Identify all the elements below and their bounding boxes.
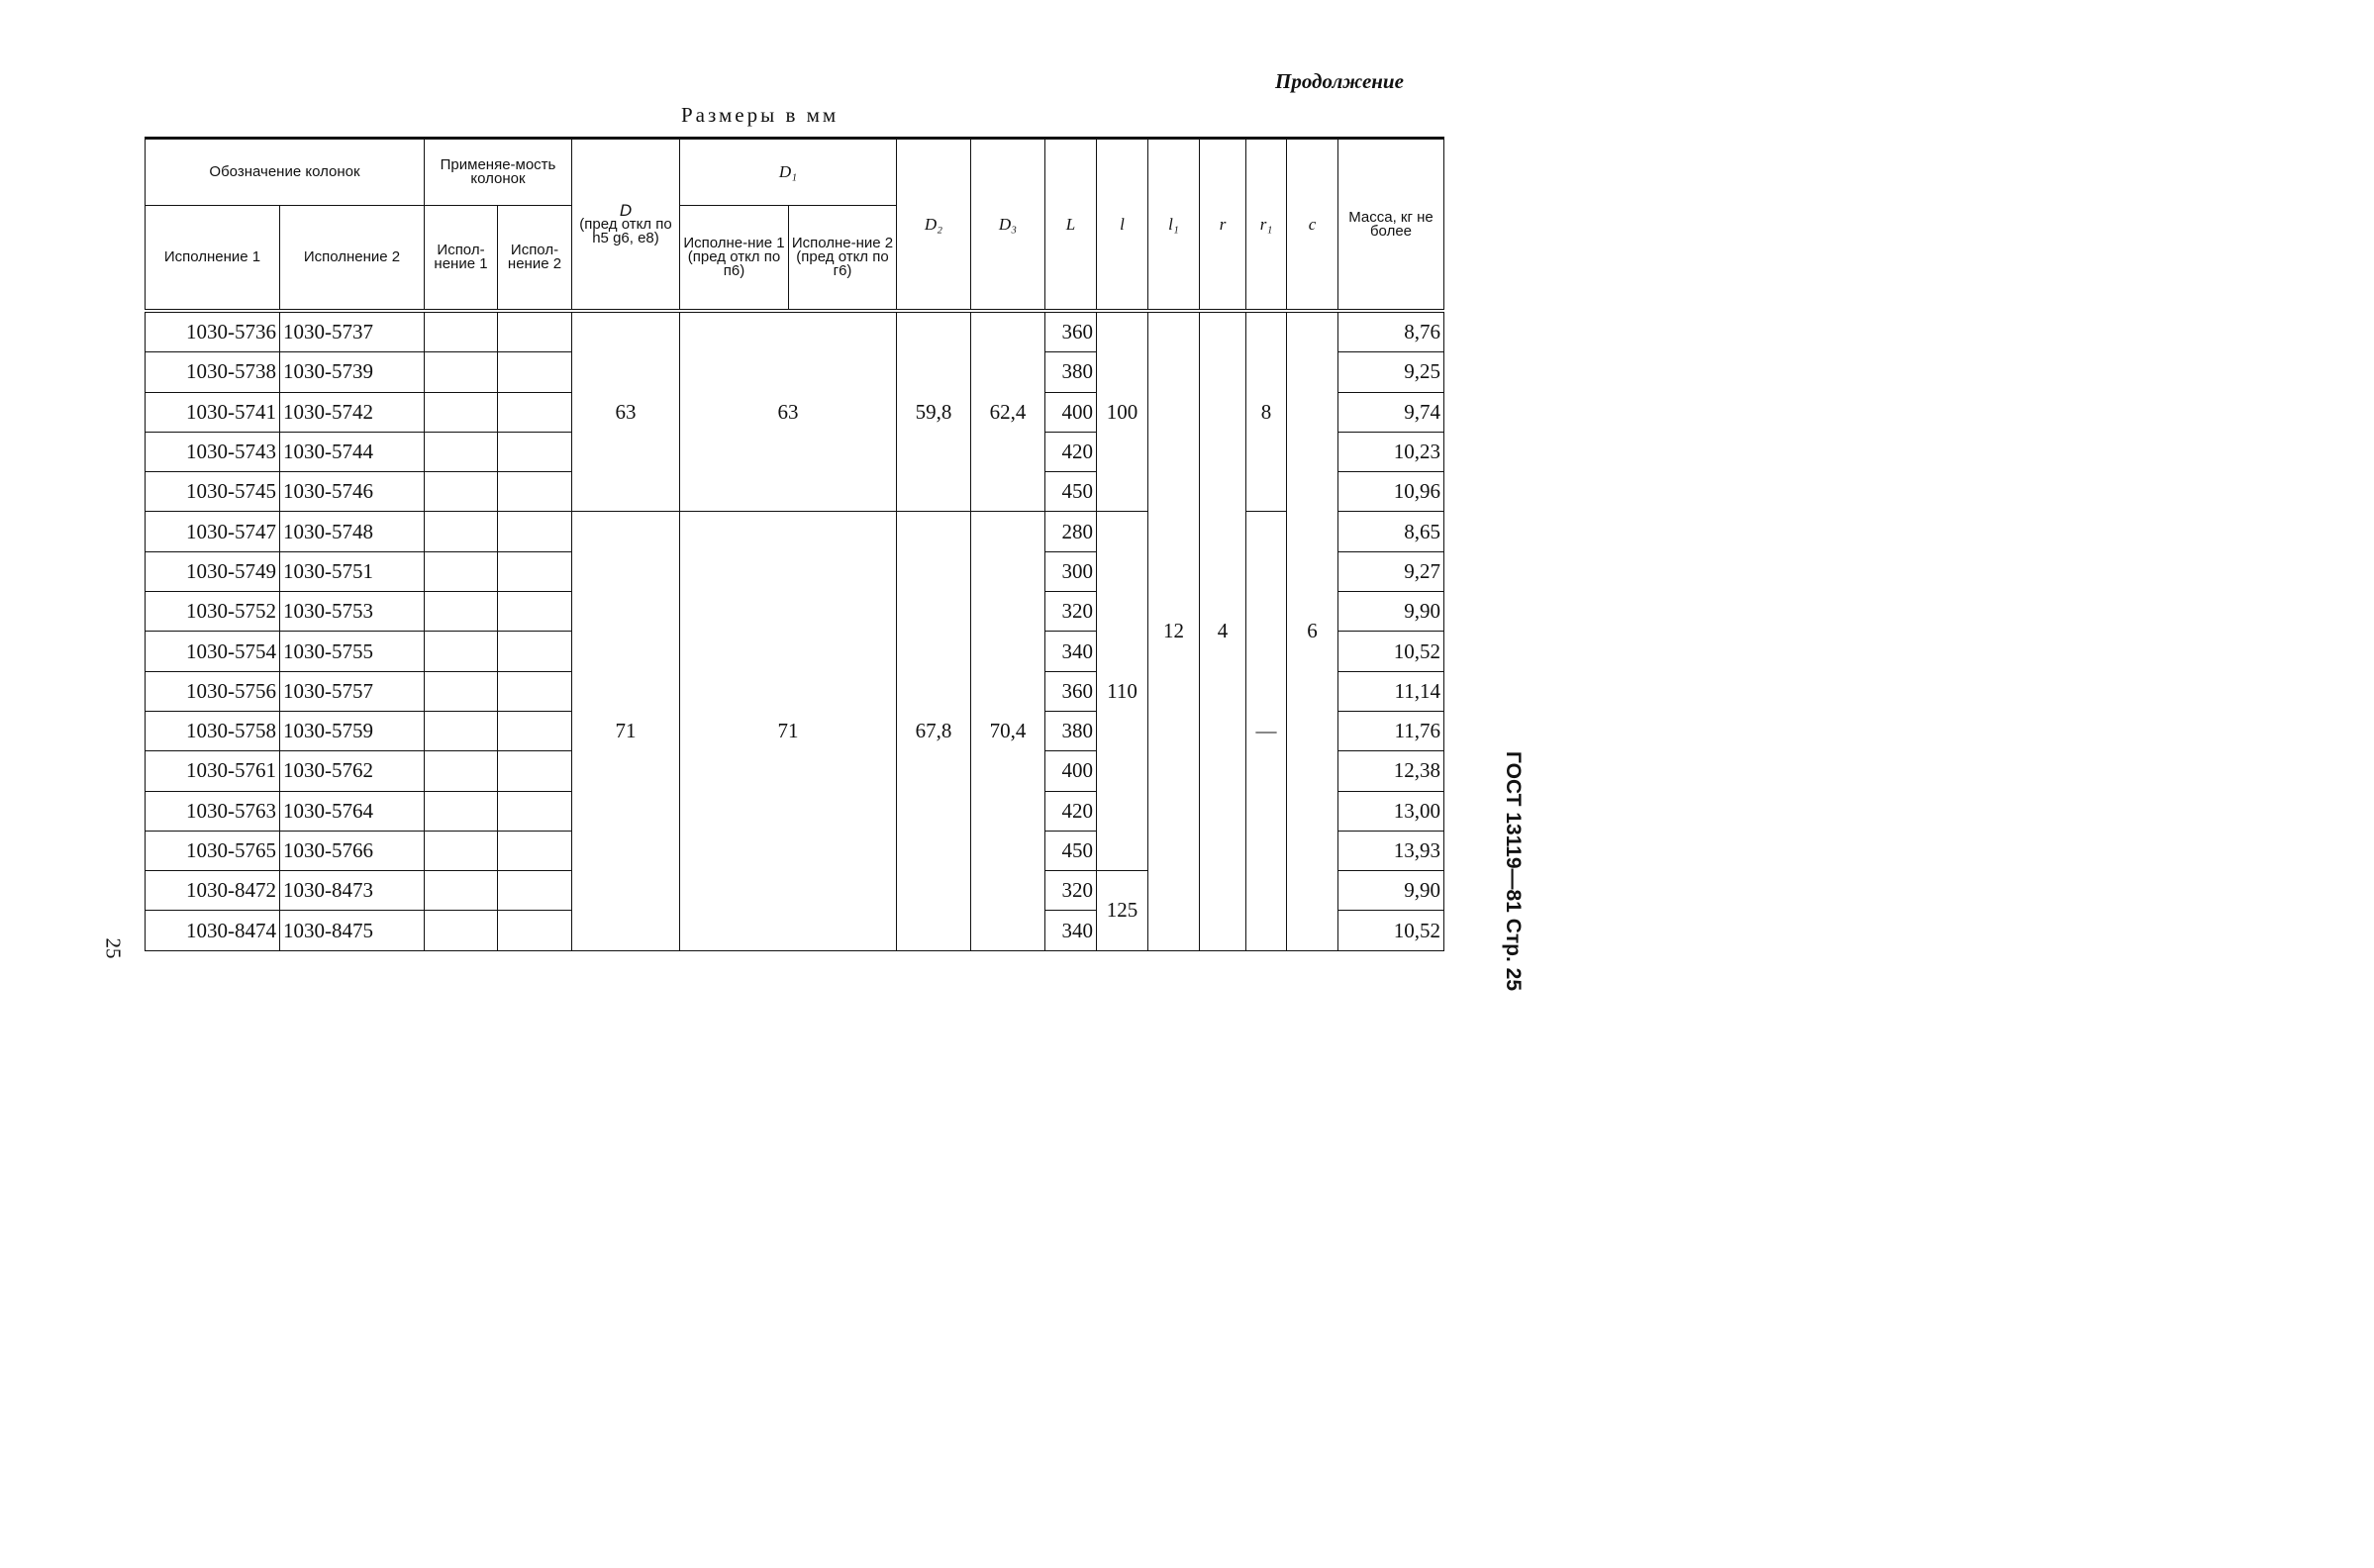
header-L: L	[1045, 139, 1097, 312]
applicability-2-cell	[498, 831, 572, 870]
header-l: l	[1097, 139, 1148, 312]
header-D1: D₁	[680, 139, 897, 206]
applicability-2-cell	[498, 871, 572, 911]
header-designation: Обозначение колонок	[146, 139, 425, 206]
designation-variant-1: 1030-5749	[146, 551, 280, 591]
L-value: 320	[1045, 592, 1097, 632]
D-value: 63	[572, 311, 680, 512]
applicability-2-cell	[498, 911, 572, 950]
designation-variant-1: 1030-5752	[146, 592, 280, 632]
L-value: 320	[1045, 871, 1097, 911]
L-value: 450	[1045, 472, 1097, 512]
applicability-1-cell	[425, 432, 498, 471]
L-value: 300	[1045, 551, 1097, 591]
designation-variant-1: 1030-5761	[146, 751, 280, 791]
applicability-1-cell	[425, 551, 498, 591]
L-value: 280	[1045, 512, 1097, 551]
header-D	[572, 139, 680, 312]
applicability-1-cell	[425, 592, 498, 632]
gost-standard-label: ГОСТ 13119—81 Стр. 25	[1502, 750, 1525, 992]
designation-variant-2: 1030-5748	[280, 512, 425, 551]
applicability-1-cell	[425, 512, 498, 551]
designation-variant-1: 1030-5745	[146, 472, 280, 512]
mass-value: 9,90	[1338, 592, 1444, 632]
header-applicability-1: Испол-нение 1	[425, 206, 498, 312]
applicability-1-cell	[425, 472, 498, 512]
header-D1-variant-2: Исполне-ние 2 (пред откл по г6)	[789, 206, 897, 312]
D2-value: 59,8	[897, 311, 971, 512]
designation-variant-1: 1030-5741	[146, 392, 280, 432]
designation-variant-1: 1030-8474	[146, 911, 280, 950]
designation-variant-2: 1030-5764	[280, 791, 425, 831]
applicability-1-cell	[425, 831, 498, 870]
designation-variant-1: 1030-8472	[146, 871, 280, 911]
L-value: 360	[1045, 671, 1097, 711]
applicability-2-cell	[498, 551, 572, 591]
designation-variant-2: 1030-5759	[280, 711, 425, 750]
applicability-1-cell	[425, 671, 498, 711]
D3-value: 62,4	[971, 311, 1045, 512]
applicability-2-cell	[498, 791, 572, 831]
designation-variant-1: 1030-5747	[146, 512, 280, 551]
applicability-2-cell	[498, 311, 572, 352]
applicability-2-cell	[498, 671, 572, 711]
mass-value: 11,76	[1338, 711, 1444, 750]
applicability-2-cell	[498, 592, 572, 632]
mass-value: 9,90	[1338, 871, 1444, 911]
l-value: 100	[1097, 311, 1148, 512]
r1-value: —	[1246, 512, 1287, 950]
designation-variant-2: 1030-5766	[280, 831, 425, 870]
r-value: 4	[1200, 311, 1246, 950]
designation-variant-1: 1030-5756	[146, 671, 280, 711]
designation-variant-2: 1030-5762	[280, 751, 425, 791]
mass-value: 8,76	[1338, 311, 1444, 352]
header-D3: D₃	[971, 139, 1045, 312]
designation-variant-2: 1030-5757	[280, 671, 425, 711]
L-value: 340	[1045, 632, 1097, 671]
D3-value: 70,4	[971, 512, 1045, 950]
L-value: 420	[1045, 791, 1097, 831]
header-D2: D₂	[897, 139, 971, 312]
applicability-2-cell	[498, 472, 572, 512]
D1-value: 63	[680, 311, 897, 512]
header-r: r	[1200, 139, 1246, 312]
designation-variant-2: 1030-5753	[280, 592, 425, 632]
applicability-1-cell	[425, 632, 498, 671]
mass-value: 13,00	[1338, 791, 1444, 831]
header-mass: Масса, кг не более	[1338, 139, 1444, 312]
designation-variant-2: 1030-5737	[280, 311, 425, 352]
L-value: 380	[1045, 352, 1097, 392]
designation-variant-1: 1030-5736	[146, 311, 280, 352]
mass-value: 10,52	[1338, 632, 1444, 671]
page-number: 25	[101, 937, 126, 959]
designation-variant-1: 1030-5743	[146, 432, 280, 471]
applicability-2-cell	[498, 392, 572, 432]
mass-value: 10,96	[1338, 472, 1444, 512]
c-value: 6	[1287, 311, 1338, 950]
applicability-1-cell	[425, 911, 498, 950]
applicability-1-cell	[425, 311, 498, 352]
L-value: 380	[1045, 711, 1097, 750]
mass-value: 11,14	[1338, 671, 1444, 711]
r1-value: 8	[1246, 311, 1287, 512]
designation-variant-2: 1030-5755	[280, 632, 425, 671]
designation-variant-1: 1030-5763	[146, 791, 280, 831]
mass-value: 12,38	[1338, 751, 1444, 791]
L-value: 420	[1045, 432, 1097, 471]
designation-variant-1: 1030-5758	[146, 711, 280, 750]
header-D-symbol: D	[619, 200, 633, 220]
designation-variant-1: 1030-5738	[146, 352, 280, 392]
designation-variant-1: 1030-5765	[146, 831, 280, 870]
header-variant-1: Исполнение 1	[146, 206, 280, 312]
L-value: 340	[1045, 911, 1097, 950]
designation-variant-2: 1030-8475	[280, 911, 425, 950]
applicability-2-cell	[498, 751, 572, 791]
header-D-note: (пред откл по h5 g6, e8)	[579, 215, 672, 246]
applicability-1-cell	[425, 751, 498, 791]
continuation-label: Продолжение	[1275, 69, 1404, 93]
designation-variant-2: 1030-5744	[280, 432, 425, 471]
header-variant-2: Исполнение 2	[280, 206, 425, 312]
mass-value: 8,65	[1338, 512, 1444, 551]
designation-variant-2: 1030-5746	[280, 472, 425, 512]
table-row	[146, 512, 1444, 551]
mass-value: 10,52	[1338, 911, 1444, 950]
L-value: 400	[1045, 392, 1097, 432]
designation-variant-1: 1030-5754	[146, 632, 280, 671]
applicability-2-cell	[498, 432, 572, 471]
mass-value: 9,74	[1338, 392, 1444, 432]
units-caption: Размеры в мм	[681, 103, 840, 127]
D-value: 71	[572, 512, 680, 950]
mass-value: 9,25	[1338, 352, 1444, 392]
header-D1-variant-1: Исполне-ние 1 (пред откл по п6)	[680, 206, 789, 312]
applicability-2-cell	[498, 512, 572, 551]
mass-value: 10,23	[1338, 432, 1444, 471]
applicability-1-cell	[425, 871, 498, 911]
mass-value: 9,27	[1338, 551, 1444, 591]
applicability-1-cell	[425, 352, 498, 392]
L-value: 360	[1045, 311, 1097, 352]
l-value: 110	[1097, 512, 1148, 871]
applicability-1-cell	[425, 392, 498, 432]
l-value: 125	[1097, 871, 1148, 951]
header-applicability: Применяе-мость колонок	[425, 139, 572, 206]
dimensions-table	[145, 137, 1444, 951]
header-c: c	[1287, 139, 1338, 312]
applicability-1-cell	[425, 711, 498, 750]
D2-value: 67,8	[897, 512, 971, 950]
designation-variant-2: 1030-8473	[280, 871, 425, 911]
mass-value: 13,93	[1338, 831, 1444, 870]
header-applicability-2: Испол-нение 2	[498, 206, 572, 312]
D1-value: 71	[680, 512, 897, 950]
L-value: 400	[1045, 751, 1097, 791]
applicability-1-cell	[425, 791, 498, 831]
applicability-2-cell	[498, 352, 572, 392]
designation-variant-2: 1030-5742	[280, 392, 425, 432]
designation-variant-2: 1030-5739	[280, 352, 425, 392]
header-l1: l₁	[1148, 139, 1200, 312]
header-r1: r₁	[1246, 139, 1287, 312]
applicability-2-cell	[498, 632, 572, 671]
table-row	[146, 311, 1444, 352]
l1-value: 12	[1148, 311, 1200, 950]
table-body	[146, 311, 1444, 950]
designation-variant-2: 1030-5751	[280, 551, 425, 591]
L-value: 450	[1045, 831, 1097, 870]
applicability-2-cell	[498, 711, 572, 750]
